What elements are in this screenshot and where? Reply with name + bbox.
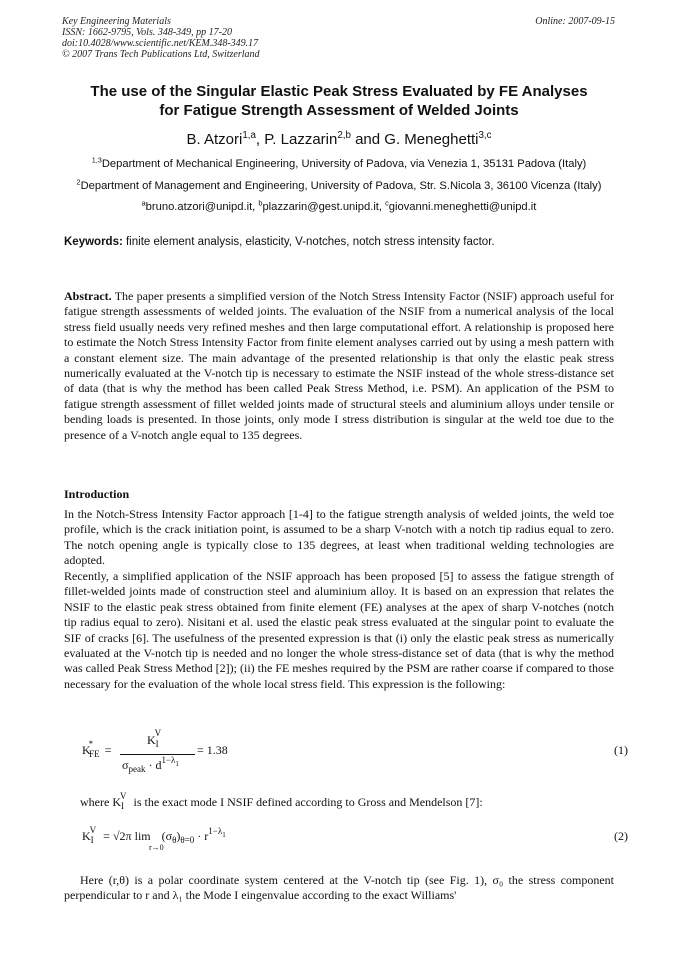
email-meneghetti[interactable]: giovanni.meneghetti@unipd.it <box>388 201 537 213</box>
where-sup: V <box>119 791 127 801</box>
affiliation-1-sup: 1,3 <box>91 155 102 165</box>
eq2-sigma-sub: θ <box>172 835 177 845</box>
online-date: Online: 2007-09-15 <box>535 16 615 27</box>
eq2-lhs-sub: I <box>90 835 94 845</box>
author-list <box>40 131 638 148</box>
author-atzori-sup: 1,a <box>242 130 256 141</box>
author-separator: , <box>255 131 265 148</box>
email-c-sup: c <box>385 198 389 208</box>
where-post: is the exact mode I NSIF defined according to Gross and Mendelson [7]: <box>130 795 483 809</box>
copyright-line: © 2007 Trans Tech Publications Ltd, Switzerland <box>62 49 260 60</box>
paper-title-line-2: for Fatigue Strength Assessment of Welded Joints <box>159 102 519 119</box>
last-paragraph: Here (r,θ) is a polar coordinate system centered at the V-notch tip (see Fig. 1), σ₀ the stress component perpendicular to r and λ₁ the Mode I eingenvalue according to the exact Williams' <box>64 873 614 903</box>
eq1-den-sub: peak <box>128 764 146 774</box>
eq1-den-exp-sub: 1 <box>175 760 179 768</box>
author-meneghetti-sup: 3,c <box>478 130 492 141</box>
author-lazzarin: P. Lazzarin <box>264 131 338 148</box>
eq1-num-sub: I <box>155 739 159 749</box>
eq1-lhs-sub: FE <box>89 749 100 759</box>
eq2-r-exp-sub: 1 <box>222 831 226 839</box>
introduction-paragraph-1: In the Notch-Stress Intensity Factor approach [1-4] to the fatigue strength analysis of welded joints, the weld toe profile, which is the crack initiation point, is assumed to be a sharp V-notch with a notch tip radius equal to zero. The notch opening angle is typically close to 135 degrees, at least when traditional welding technologies are adopted. <box>64 507 614 568</box>
author-meneghetti: G. Meneghetti <box>384 131 479 148</box>
affiliation-2-text: Department of Management and Engineering, University of Padova, Str. S.Nicola 3, 36100 Vicenza (Italy) <box>80 180 602 192</box>
introduction-heading: Introduction <box>64 487 130 501</box>
eq1-den-exp: 1−λ <box>161 755 176 765</box>
eq1-number: (1) <box>614 743 628 757</box>
abstract-paragraph <box>64 289 614 443</box>
where-pre: where K <box>80 795 121 809</box>
eq1-den-sigma: σ <box>122 758 129 772</box>
eq2-lhs: K <box>82 829 91 843</box>
abstract-label: Abstract. <box>64 289 112 303</box>
doi-line: doi:10.4028/www.scientific.net/KEM.348-349.17 <box>62 38 259 49</box>
abstract-text: The paper presents a simplified version of the Notch Stress Intensity Factor (NSIF) approach useful for fatigue strength assessments of welded joints. The evaluation of the NSIF from a numerical analysis of the local stress field usually needs very refined meshes and then large computational effort. A relationship is proposed here to estimate the Notch Stress Intensity Factor from finite element analyses carried out by using a mesh pattern with a constant element size. The main advantage of the presented relationship is that only the elastic peak stress numerically evaluated at the V-notch tip is necessary to estimate the NSIF instead of the whole stress-distance set of data (that is why the method has been called Peak Stress Method, i.e. PSM). An application of the PSM to fatigue strength assessment of fillet welded joints made of structural steels and aluminium alloys under tensile or bending loads is presented. In those joints, only mode I stress distribution is singular at the weld toe due to the presence of a V-notch angle equal to 135 degrees. <box>64 289 614 442</box>
eq2-paren: ) <box>176 829 181 843</box>
email-line <box>40 198 638 213</box>
eq2-r-exp: 1−λ <box>208 826 223 836</box>
eq2-equals: = <box>103 829 110 843</box>
eq1-num-sup: V <box>154 728 162 738</box>
author-lazzarin-sup: 2,b <box>337 130 351 141</box>
journal-name: Key Engineering Materials <box>62 16 171 27</box>
where-line <box>80 791 483 811</box>
eq2-lhs-sup: V <box>89 825 97 835</box>
eq2-lim: lim <box>134 829 151 843</box>
affiliation-2-sup: 2 <box>76 177 81 187</box>
keywords <box>64 236 495 248</box>
eq2-lim-sub: r→0 <box>149 843 164 852</box>
keywords-label: Keywords: <box>64 236 123 248</box>
eq1-numerator <box>147 728 165 749</box>
email-lazzarin[interactable]: plazzarin@gest.unipd.it, <box>262 201 386 213</box>
author-separator: and <box>350 131 385 148</box>
affiliation-2 <box>40 177 638 192</box>
affiliation-1-text: Department of Mechanical Engineering, University of Padova, via Venezia 1, 35131 Padova (Italy) <box>101 158 587 170</box>
eq2-sigma: (σ <box>161 829 173 843</box>
eq2-body <box>82 825 226 845</box>
affiliation-1 <box>40 155 638 170</box>
eq1-fraction-bar <box>120 754 195 755</box>
eq1-num-symbol: K <box>147 733 156 747</box>
eq2-paren-sub: θ=0 <box>180 835 195 845</box>
email-a-sup: a <box>141 198 146 208</box>
email-atzori[interactable]: bruno.atzori@unipd.it, <box>145 201 259 213</box>
eq1-den-d: · d <box>148 758 162 772</box>
eq2-r: · r <box>197 829 209 843</box>
eq2-number: (2) <box>614 829 628 843</box>
eq1-lhs-sup: * <box>88 739 94 749</box>
issn-line: ISSN: 1662-9795, Vols. 348-349, pp 17-20 <box>62 27 232 38</box>
where-sub: I <box>120 801 124 811</box>
eq2-sqrt: √2π <box>112 829 132 843</box>
eq1-lhs-symbol: K <box>82 743 91 757</box>
author-atzori: B. Atzori <box>186 131 243 148</box>
keywords-text: finite element analysis, elasticity, V-notches, notch stress intensity factor. <box>122 236 495 248</box>
eq1-lhs: $K^*_{FE}$ = <box>82 739 112 759</box>
eq1-denominator <box>122 755 179 774</box>
eq1-result: = 1.38 <box>197 743 228 757</box>
paper-title-line-1: The use of the Singular Elastic Peak Stress Evaluated by FE Analyses <box>90 83 588 100</box>
introduction-paragraph-2: Recently, a simplified application of the NSIF approach has been proposed [5] to assess the fatigue strength of fillet-welded joints made of construction steel and aluminium alloy. It is based on an expression that relates the NSIF to the elastic peak stress obtained from finite element (FE) analyses at the apex of sharp V-notches (notch tip radius equal to zero). Nisitani et al. used the elastic peak stress evaluated at the singular point to evaluate the SIF of cracks [6]. The usefulness of the presented expression is that (i) only the elastic peak stress as numerically evaluated at the V-notch tip is needed and no longer the whole stress-distance set of data (that is why the method was called Peak Stress Method [2]); (ii) the FE meshes required by the PSM are rather coarse if compared to those necessary for the evaluation of the whole local stress field. This expression is the following: <box>64 569 614 691</box>
email-b-sup: b <box>258 198 263 208</box>
